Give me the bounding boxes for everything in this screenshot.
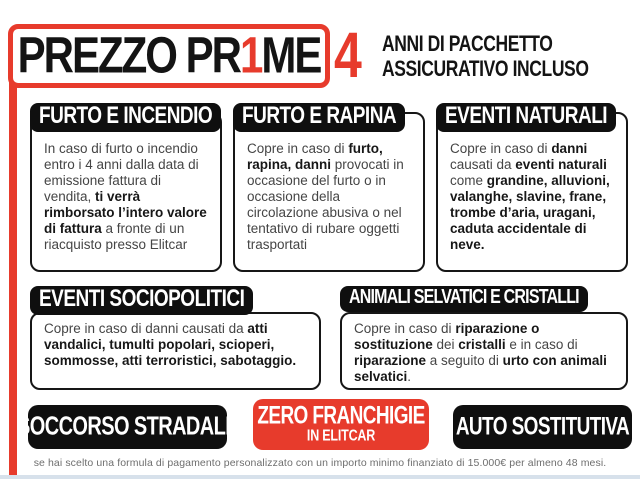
page-title: PREZZO PR1ME — [17, 26, 321, 84]
card-eventi-sociopolitici — [30, 286, 321, 390]
title-box — [8, 24, 330, 88]
card-text: Copre in caso di furto, rapina, danni provocati in occasione del furto o in occasione della circolazione abusiva o nel tentativo di rubare oggetti trasportati — [247, 141, 404, 252]
card-text: Copre in caso di riparazione o sostituzione dei cristalli e in caso di riparazione a seguito di urto con animali selvatici. — [354, 321, 607, 384]
pill-label: AUTO SOSTITUTIVA — [455, 413, 630, 441]
card-body — [30, 112, 222, 272]
subtitle-line-2: ASSICURATIVO INCLUSO — [382, 56, 589, 82]
card-animali-cristalli — [340, 286, 628, 390]
card-furto-incendio — [30, 103, 222, 272]
footer-disclaimer: se hai scelto una formula di pagamento personalizzato con un importo minimo finanziato di 15.000€ per almeno 48 mesi. — [33, 457, 607, 469]
pill-auto-sostitutiva — [453, 405, 632, 449]
card-header-furto-rapina: FURTO E RAPINA — [233, 103, 405, 132]
years-number: 4 — [334, 19, 360, 92]
card-body — [233, 112, 425, 272]
pill-label: SOCCORSO STRADALE — [17, 412, 238, 441]
bottom-edge-strip — [0, 475, 640, 479]
card-header-furto-incendio: FURTO E INCENDIO — [30, 103, 221, 132]
pill-label-line2: IN ELITCAR — [306, 426, 376, 445]
card-header-eventi-sociopolitici: EVENTI SOCIOPOLITICI — [30, 286, 253, 315]
card-text: In caso di furto o incendio entro i 4 anni dalla data di emissione fattura di vendita, ti verrà rimborsato l’intero valore di fattura a fronte di un riacquisto presso Elitcar — [44, 141, 207, 252]
card-body — [30, 312, 321, 390]
left-accent-bar — [9, 58, 17, 475]
subtitle-line-1: ANNI DI PACCHETTO — [382, 31, 553, 56]
card-header-animali-cristalli: ANIMALI SELVATICI E CRISTALLI — [340, 286, 588, 312]
card-eventi-naturali — [436, 103, 628, 272]
title-accent-digit: 1 — [240, 26, 262, 84]
card-text: Copre in caso di danni causati da eventi naturali come grandine, alluvioni, valanghe, slavine, frane, trombe d’aria, uragani, caduta accidentale di neve. — [450, 141, 610, 252]
pill-soccorso-stradale — [17, 405, 238, 449]
card-header-eventi-naturali: EVENTI NATURALI — [436, 103, 616, 132]
card-furto-rapina — [233, 103, 425, 272]
pill-zero-franchigie — [253, 399, 429, 450]
pill-label-line1: ZERO FRANCHIGIE — [257, 402, 425, 431]
card-body — [340, 312, 628, 390]
header-subtitle — [382, 31, 589, 82]
card-text: Copre in caso di danni causati da atti vandalici, tumulti popolari, scioperi, sommosse, atti terroristici, sabotaggio. — [44, 321, 297, 368]
card-body — [436, 112, 628, 272]
